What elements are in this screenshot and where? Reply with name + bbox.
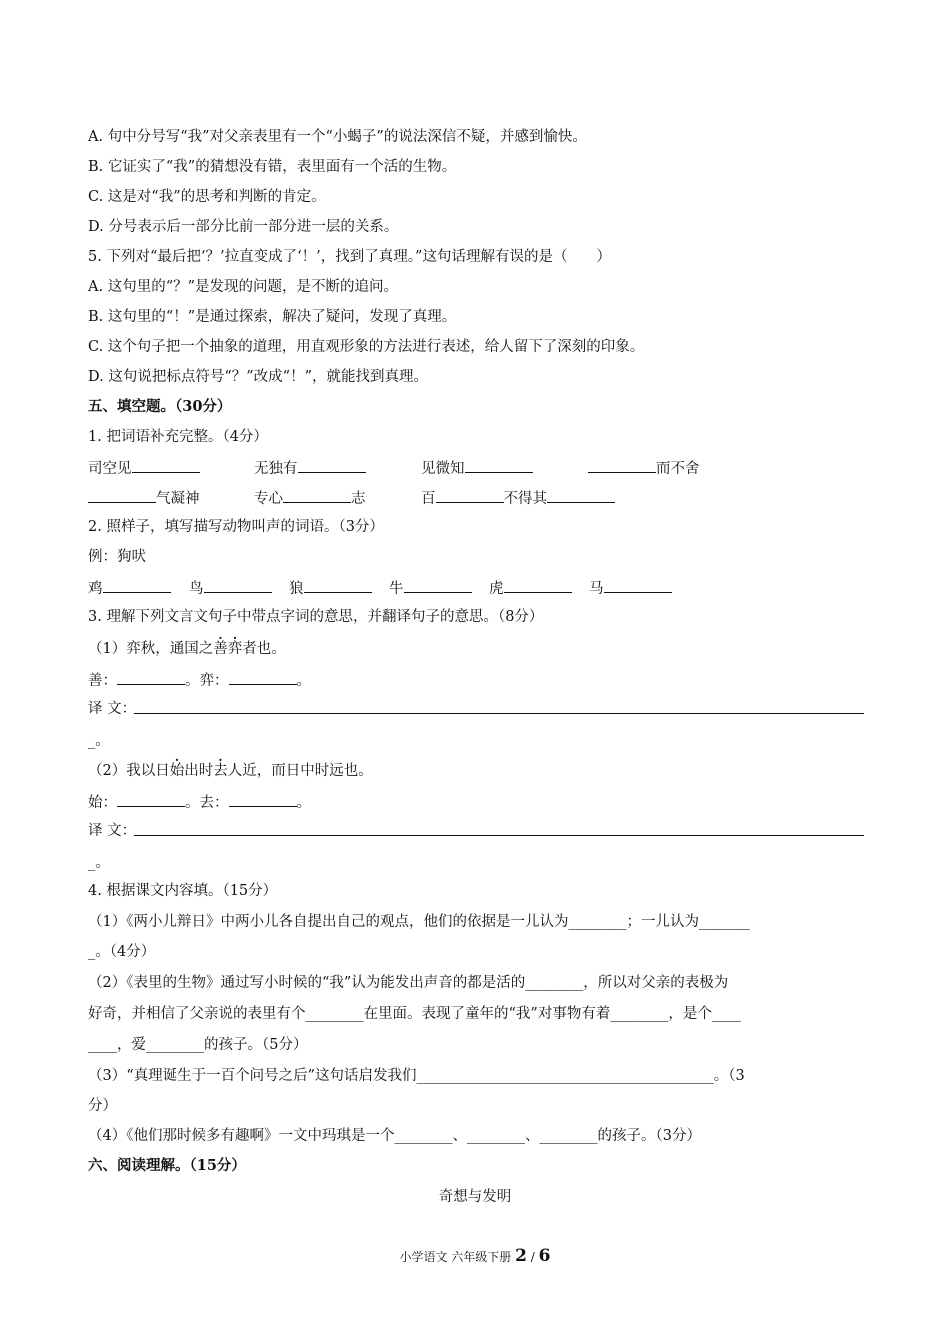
animal-4: 牛 [389, 581, 404, 597]
dotted-char: 弈 [227, 641, 243, 657]
blank[interactable] [436, 488, 504, 503]
s5-q3-tail2: _。 [88, 855, 110, 871]
s5-q3-tail1: _。 [88, 733, 110, 749]
blank[interactable] [88, 488, 156, 503]
animal-1: 鸡 [88, 581, 103, 597]
sentence-text: 出时 [184, 763, 214, 779]
sentence-text: （2）我以日 [88, 763, 170, 779]
s5-q3-sentence2 [88, 762, 864, 780]
s5-q3-sentence1 [88, 640, 864, 658]
idiom-6a: 专心 [254, 491, 283, 507]
blank[interactable] [117, 792, 185, 807]
s5-q1-stem: 1. 把词语补充完整。（4分） [88, 429, 268, 445]
blank[interactable] [132, 458, 200, 473]
q5-option-c: C. 这个句子把一个抽象的道理，用直观形象的方法进行表述，给人留下了深刻的印象。 [88, 339, 645, 355]
q4-option-a: A. 句中分号写“我”对父亲表里有一个“小蝎子”的说法深信不疑，并感到愉快。 [88, 129, 587, 145]
s5-q3-translate1[interactable] [88, 700, 864, 720]
translate-label: 译 文： [88, 701, 137, 717]
animal-5: 虎 [489, 581, 504, 597]
s5-q4-l2a: （2）《表里的生物》通过写小时候的“我”认为能发出声音的都是活的________，所以对父亲的表极为 [88, 975, 729, 991]
word-label: 始： [88, 795, 117, 811]
blank[interactable] [504, 578, 572, 593]
s5-q4-l2b: 好奇，并相信了父亲说的表里有个________在里面。表现了童年的“我”对事物有着________，是个____ [88, 1006, 741, 1022]
blank[interactable] [283, 488, 351, 503]
word-label: 。 [296, 673, 311, 689]
blank[interactable] [304, 578, 372, 593]
blank[interactable] [117, 670, 185, 685]
q4-option-d: D. 分号表示后一部分比前一部分进一层的关系。 [88, 219, 399, 235]
idiom-1: 司空见 [88, 461, 132, 477]
answer-line[interactable] [134, 835, 864, 836]
q5-option-b: B. 这句里的“！”是通过探索，解决了疑问，发现了真理。 [88, 309, 457, 325]
animal-3: 狼 [289, 581, 304, 597]
blank[interactable] [547, 488, 615, 503]
idiom-2: 无独有 [254, 461, 298, 477]
s5-q1-row1 [88, 458, 864, 478]
blank[interactable] [298, 458, 366, 473]
idiom-7a: 百 [421, 491, 436, 507]
blank[interactable] [588, 458, 656, 473]
page-total: 6 [538, 1246, 551, 1266]
section6-title: 六、阅读理解。（15分） [88, 1157, 246, 1174]
word-label: 善： [88, 673, 117, 689]
idiom-5: 气凝神 [156, 491, 200, 507]
s5-q4-l1b: _。（4分） [88, 944, 156, 960]
animal-2: 鸟 [189, 581, 204, 597]
blank[interactable] [465, 458, 533, 473]
q5-option-a: A. 这句里的“？”是发现的问题，是不断的追问。 [88, 279, 399, 295]
q5-option-d: D. 这句说把标点符号“？”改成“！”，就能找到真理。 [88, 369, 428, 385]
blank[interactable] [204, 578, 272, 593]
s5-q4-stem: 4. 根据课文内容填。（15分） [88, 883, 278, 899]
s5-q4-l2c: ____，爱________的孩子。（5分） [88, 1037, 308, 1053]
page-separator: / [526, 1250, 539, 1264]
dotted-char: 善 [213, 641, 228, 657]
footer-label: 小学语文 六年级下册 [399, 1250, 512, 1264]
s5-q4-l3a: （3）“真理诞生于一百个问号之后”这句话启发我们_________________________________________。（3 [88, 1068, 745, 1084]
idiom-6b: 志 [351, 491, 366, 507]
s5-q4-l1a: （1）《两小儿辩日》中两小儿各自提出自己的观点，他们的依据是一儿认为________；一儿认为_______ [88, 914, 750, 930]
q4-option-b: B. 它证实了“我”的猜想没有错，表里面有一个活的生物。 [88, 159, 457, 175]
s5-q2-animals [88, 578, 864, 598]
s5-q4-l3b: 分） [88, 1098, 117, 1114]
s5-q3-words2 [88, 792, 864, 812]
sentence-text: （1）弈秋，通国之 [88, 641, 214, 657]
idiom-3: 见微知 [421, 461, 465, 477]
sentence-text: 者也。 [242, 641, 286, 657]
section5-title: 五、填空题。（30分） [88, 398, 232, 415]
q5-stem: 5. 下列对“最后把‘？’拉直变成了‘！’，找到了真理。”这句话理解有误的是（ ） [88, 249, 611, 265]
s5-q2-stem: 2. 照样子，填写描写动物叫声的词语。（3分） [88, 519, 384, 535]
page-number: 2 [515, 1246, 527, 1266]
idiom-7b: 不得其 [503, 491, 547, 507]
idiom-4: 而不舍 [656, 461, 700, 477]
s5-q3-translate2[interactable] [88, 822, 864, 842]
sentence-text: 人近，而日中时远也。 [227, 763, 373, 779]
translate-label: 译 文： [88, 823, 137, 839]
q4-option-c: C. 这是对“我”的思考和判断的肯定。 [88, 189, 326, 205]
blank[interactable] [229, 792, 297, 807]
word-label: 。去： [185, 795, 229, 811]
blank[interactable] [404, 578, 472, 593]
word-label: 。弈： [185, 673, 229, 689]
blank[interactable] [604, 578, 672, 593]
s5-q3-stem: 3. 理解下列文言文句子中带点字词的意思，并翻译句子的意思。（8分） [88, 609, 544, 625]
dotted-char: 始 [169, 763, 185, 779]
passage-title: 奇想与发明 [438, 1189, 512, 1205]
s5-q4-l4: （4）《他们那时候多有趣啊》一文中玛琪是一个________、________、________的孩子。（3分） [88, 1128, 701, 1144]
animal-6: 马 [589, 581, 604, 597]
dotted-char: 去 [213, 763, 228, 779]
word-label: 。 [296, 795, 311, 811]
blank[interactable] [103, 578, 171, 593]
s5-q3-words1 [88, 670, 864, 690]
s5-q2-example: 例：狗吠 [88, 549, 146, 565]
answer-line[interactable] [134, 713, 864, 714]
blank[interactable] [229, 670, 297, 685]
s5-q1-row2 [88, 488, 864, 508]
page-footer [0, 1246, 950, 1266]
